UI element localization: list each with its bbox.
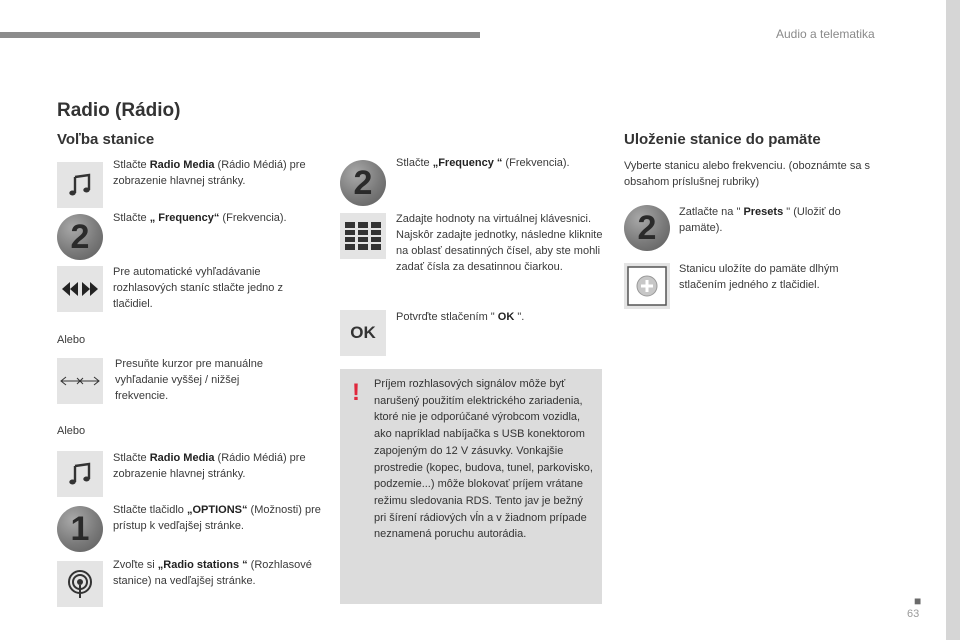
instruction-radio-media: Stlačte Radio Media (Rádio Médiá) pre zobrazenie hlavnej stránky. [113, 159, 306, 187]
alternative-label: Alebo [57, 425, 86, 437]
seek-buttons-icon[interactable] [57, 266, 103, 312]
instruction-options: Stlačte tlačidlo „OPTIONS“ (Možnosti) pre prístup k vedľajšej stránke. [113, 504, 321, 532]
step-badge-1: 1 [57, 506, 103, 552]
page-number: 63 [907, 608, 920, 620]
instruction-presets: Zatlačte na " Presets " (Uložiť do pamäte). [679, 206, 841, 234]
instruction-manual-search: Presuňte kurzor pre manuálne vyhľadanie vyššej / nižšej frekvencie. [115, 358, 263, 402]
top-rule [0, 32, 480, 38]
ok-button-icon[interactable]: OK [340, 310, 386, 356]
instruction-frequency: Stlačte „Frequency “ (Frekvencia). [396, 157, 570, 169]
instruction-select-station: Vyberte stanicu alebo frekvenciu. (oboznámte sa s obsahom príslušnej rubriky) [624, 160, 871, 188]
warning-note [340, 369, 602, 604]
page-title: Radio (Rádio) [57, 100, 181, 121]
frequency-slider-icon[interactable] [57, 358, 103, 404]
add-preset-icon[interactable] [624, 263, 670, 309]
instruction-keypad: Zadajte hodnoty na virtuálnej klávesnici. Najskôr zadajte jednotky, následne kliknite na oblasť desatinných čísel, aby ste mohli zadať čísla za desatinnou čiarkou. [396, 213, 603, 273]
warning-note-text: Príjem rozhlasových signálov môže byť narušený použitím elektrického zariadenia, ktoré nie je odporúčané výrobcom vozidla, ako napríklad nabíjačka s USB konektorom zapojeným do 12 V zásuvky. Vonkajšie prostredie (kopec, budova, tunel, parkovisko, podzemie...) môže blokovať príjem vrátane režimu sledovania RDS. Tento jav je bežný pri šírení rádiových vĺn a v žiadnom prípade neznamená poruchu autorádia. [374, 378, 593, 541]
page-edge-bar [946, 0, 960, 640]
instruction-frequency: Stlačte „ Frequency“ (Frekvencia). [113, 212, 287, 224]
instruction-store: Stanicu uložíte do pamäte dlhým stlačením jedného z tlačidiel. [679, 263, 839, 291]
heading-station-selection: Voľba stanice [57, 131, 155, 148]
instruction-radio-media: Stlačte Radio Media (Rádio Médiá) pre zobrazenie hlavnej stránky. [113, 452, 306, 480]
radio-stations-icon[interactable] [57, 561, 103, 607]
alternative-label: Alebo [57, 334, 86, 346]
instruction-auto-search: Pre automatické vyhľadávanie rozhlasových staníc stlačte jedno z tlačidiel. [113, 266, 283, 310]
music-icon[interactable] [57, 451, 103, 497]
heading-store-station: Uloženie stanice do pamäte [624, 131, 821, 148]
step-badge-2: 2 [624, 205, 670, 251]
instruction-radio-stations: Zvoľte si „Radio stations “ (Rozhlasové stanice) na vedľajšej stránke. [113, 559, 312, 587]
page-marker: ■ [914, 594, 922, 608]
keypad-icon[interactable] [340, 213, 386, 259]
instruction-confirm: Potvrďte stlačením " OK ". [396, 311, 525, 323]
step-badge-2: 2 [340, 160, 386, 206]
music-icon[interactable] [57, 162, 103, 208]
warning-icon: ! [352, 379, 360, 406]
section-label: Audio a telematika [776, 27, 875, 41]
step-badge-2: 2 [57, 214, 103, 260]
